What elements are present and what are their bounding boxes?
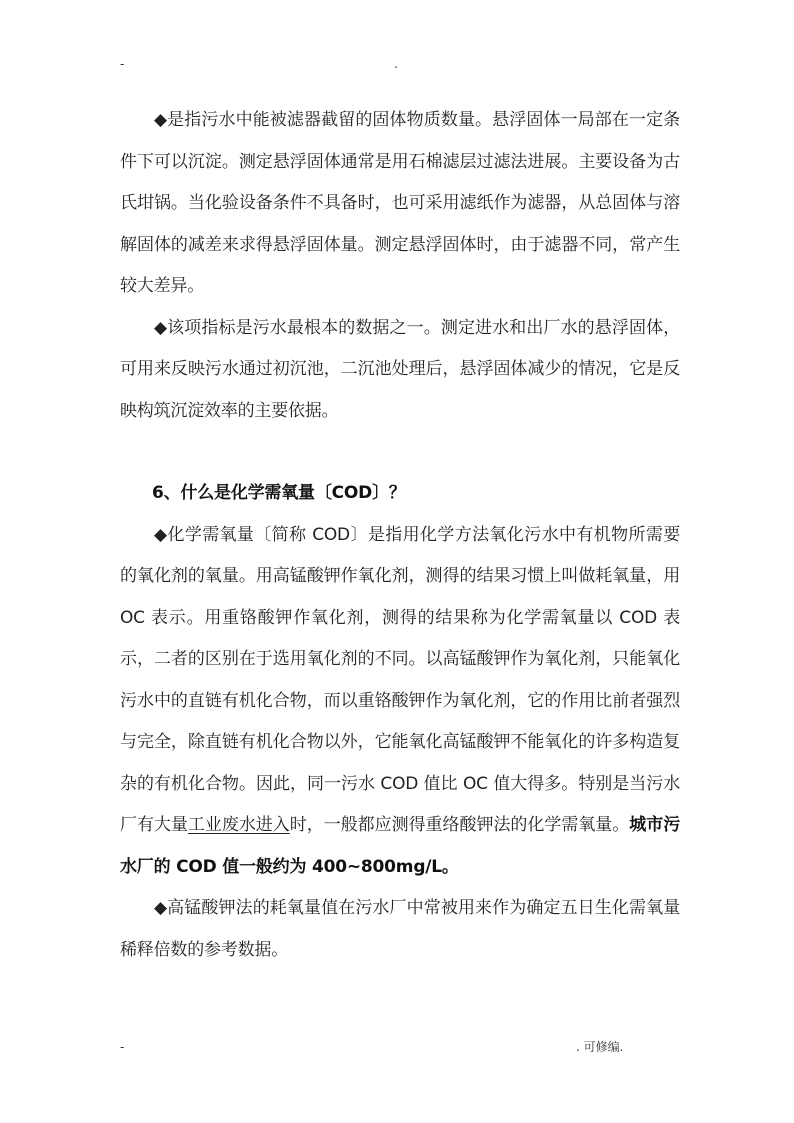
footer-left-mark: -: [120, 1040, 125, 1054]
paragraph-cod-definition: [120, 515, 680, 889]
underlined-phrase: 工业废水进入: [187, 815, 290, 835]
cod-text-part-2: 时，一般都应测得重络酸钾法的化学需氧量。: [289, 815, 630, 835]
header-center-mark: .: [394, 57, 398, 71]
footer-editable-note: . 可修编.: [576, 1040, 624, 1054]
header-left-mark: -: [120, 57, 125, 71]
document-body: [120, 100, 680, 971]
cod-bold-statement: 城市污水厂的 COD 值一般约为 400~800mg/L。: [120, 815, 681, 877]
cod-text-part-1: ◆化学需氧量〔简称 COD〕是指用化学方法氧化污水中有机物所需要的氧化剂的氧量。用高锰酸钾作氧化剂，测得的结果习惯上叫做耗氧量，用 OC 表示。用重铬酸钾作氧化剂，测得的结果称为化学需氧量以 COD 表示，二者的区别在于选用氧化剂的不同。以高锰酸钾作为氧化剂，只能氧化污水中的直链有机化合物，而以重铬酸钾作为氧化剂，它的作用比前者强烈与完全，除直链有机化合物以外，它能氧化高锰酸钾不能氧化的许多构造复杂的有机化合物。因此，同一污水 COD 值比 OC 值大得多。特别是当污水厂有大量: [120, 524, 680, 835]
paragraph-suspended-solids-significance: ◆该项指标是污水最根本的数据之一。测定进水和出厂水的悬浮固体，可用来反映污水通过初沉池，二沉池处理后，悬浮固体减少的情况，它是反映构筑沉淀效率的主要依据。: [120, 317, 680, 421]
paragraph-permanganate-usage: ◆高锰酸钾法的耗氧量值在污水厂中常被用来作为确定五日生化需氧量稀释倍数的参考数据。: [120, 898, 680, 960]
section-heading-cod: 6、什么是化学需氧量〔COD〕？: [152, 483, 406, 503]
paragraph-suspended-solids-definition: ◆是指污水中能被滤器截留的固体物质数量。悬浮固体一局部在一定条件下可以沉淀。测定悬浮固体通常是用石棉滤层过滤法进展。主要设备为古氏坩锅。当化验设备条件不具备时，也可采用滤纸作为滤器，从总固体与溶解固体的减差来求得悬浮固体量。测定悬浮固体时，由于滤器不同，常产生较大差异。: [120, 110, 680, 296]
